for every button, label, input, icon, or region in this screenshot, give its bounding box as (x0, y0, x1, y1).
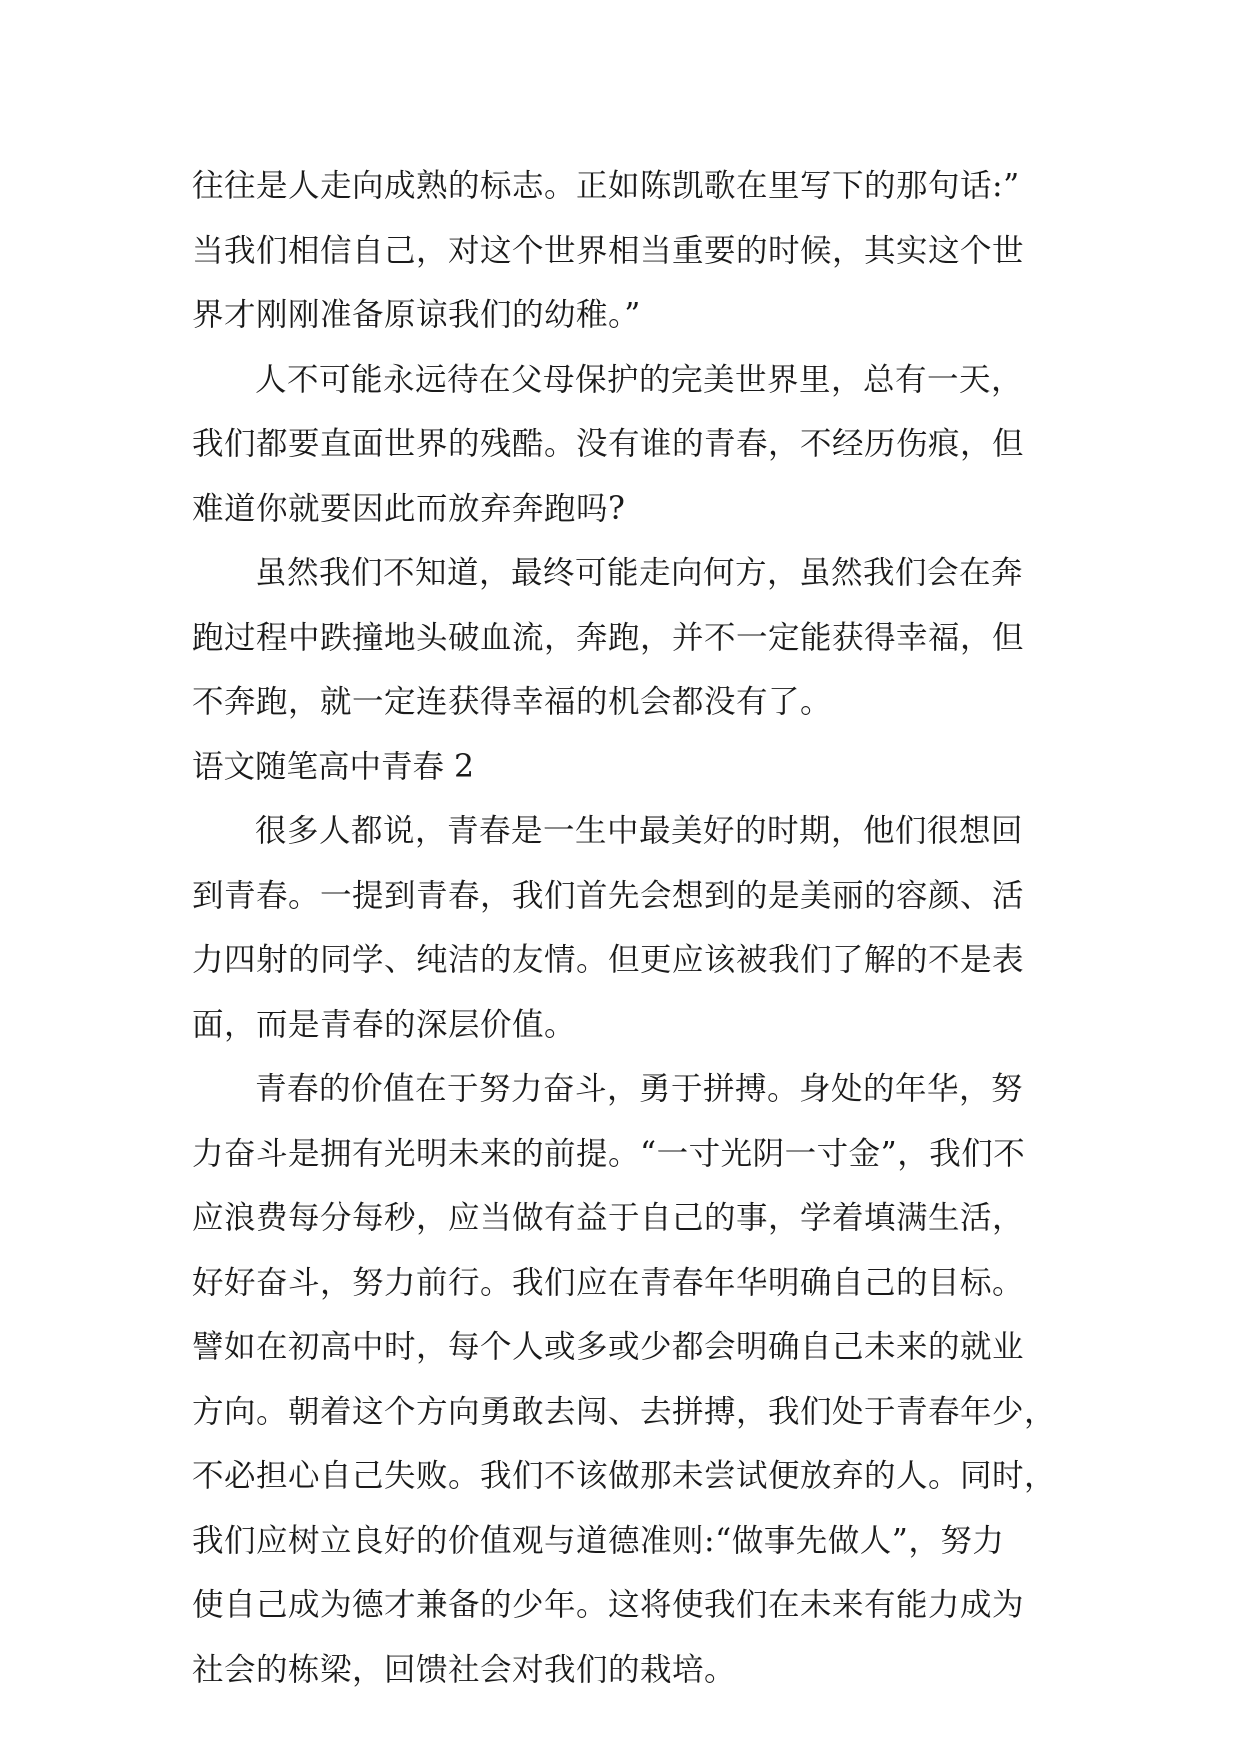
text-line: 跑过程中跌撞地头破血流，奔跑，并不一定能获得幸福，但 (192, 619, 1025, 656)
text-line: 我们都要直面世界的残酷。没有谁的青春，不经历伤痕，但 (192, 426, 1025, 462)
document-body (192, 154, 1057, 1702)
text-line: 应浪费每分每秒，应当做有益于自己的事，学着填满生活， (192, 1200, 1025, 1236)
section-heading: 语文随笔高中青春 2 (192, 748, 475, 785)
text-line: 难道你就要因此而放弃奔跑吗? (192, 490, 626, 527)
text-line: 不奔跑，就一定连获得幸福的机会都没有了。 (192, 684, 833, 720)
text-line: 面，而是青春的深层价值。 (192, 1006, 577, 1043)
text-line: 很多人都说，青春是一生中最美好的时期，他们很想回 (255, 813, 1024, 849)
text-line: 当我们相信自己，对这个世界相当重要的时候，其实这个世 (192, 232, 1025, 269)
text-line: 不必担心自己失败。我们不该做那未尝试便放弃的人。同时， (192, 1458, 1057, 1494)
text-line: 我们应树立良好的价值观与道德准则:“做事先做人”，努力 (192, 1522, 1005, 1559)
text-line: 往往是人走向成熟的标志。正如陈凯歌在里写下的那句话:” (192, 168, 1020, 204)
text-line: 社会的栋梁，回馈社会对我们的栽培。 (192, 1651, 737, 1688)
text-line: 使自己成为德才兼备的少年。这将使我们在未来有能力成为 (192, 1587, 1025, 1623)
text-line: 方向。朝着这个方向勇敢去闯、去拼搏，我们处于青春年少， (192, 1393, 1057, 1430)
text-line: 譬如在初高中时，每个人或多或少都会明确自己未来的就业 (192, 1329, 1025, 1365)
text-line: 人不可能永远待在父母保护的完美世界里，总有一天， (255, 361, 1024, 398)
text-line: 好好奋斗，努力前行。我们应在青春年华明确自己的目标。 (192, 1264, 1025, 1301)
text-line: 虽然我们不知道，最终可能走向何方，虽然我们会在奔 (255, 555, 1024, 591)
text-line: 界才刚刚准备原谅我们的幼稚。” (192, 297, 641, 333)
text-line: 到青春。一提到青春，我们首先会想到的是美丽的容颜、活 (192, 877, 1025, 914)
text-line: 力奋斗是拥有光明未来的前提。“一寸光阴一寸金”，我们不 (192, 1135, 1026, 1172)
text-line: 青春的价值在于努力奋斗，勇于拼搏。身处的年华，努 (255, 1071, 1024, 1107)
text-line: 力四射的同学、纯洁的友情。但更应该被我们了解的不是表 (192, 942, 1025, 978)
